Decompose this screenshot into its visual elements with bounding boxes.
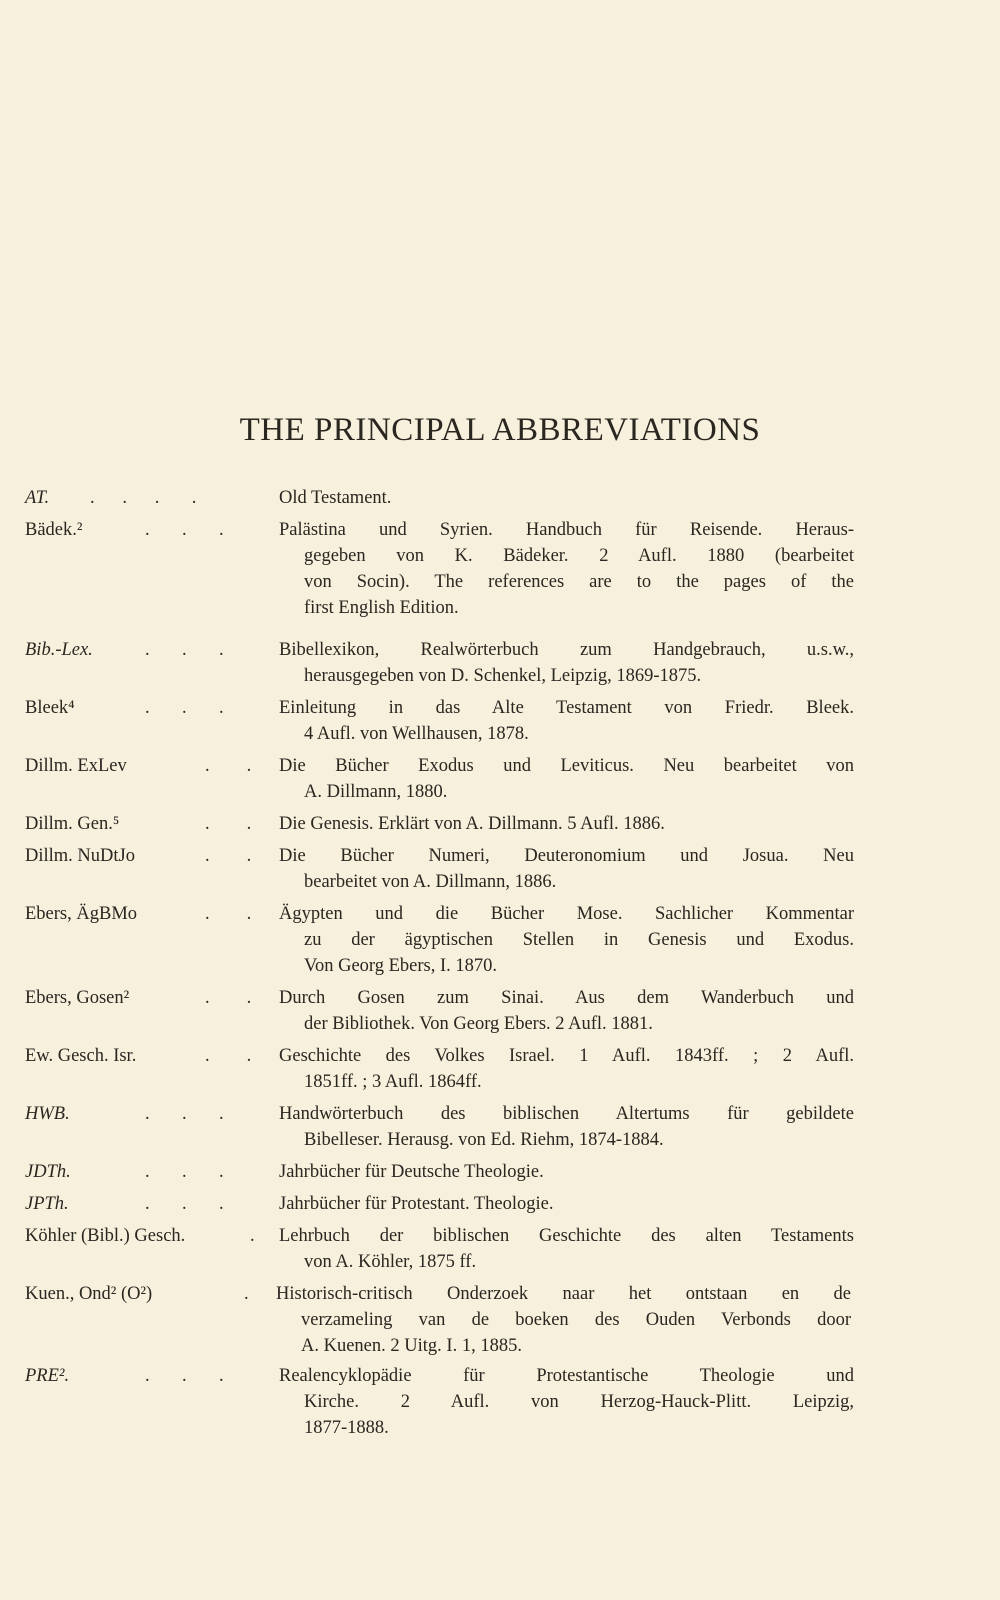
abbreviation-definition: Historisch-critisch Onderzoek naar het ontstaan en de verzameling van de boeken des Ouden Verbonds door A. Kuenen. 2 Uitg. I. 1, 1885. (276, 1284, 851, 1356)
abbreviation-list: AT. . . . . Old Testament. Bädek.² . . . Palästina und Syrien. Handbuch für Reisende. Heraus- gegeben von K. Bädeker. 2 Aufl. 1880 (bearbeitet von Socin). The references are to the pages of the first English Edition. Bib.-Lex. . . . Bibellexikon, Realwörterbuch zum Handgebrauch, u.s.w., herausgegeben von D. Schenkel, Leipzig, 1869-1875. Bleek⁴ . . . Einleitung in das Alte Testament von Friedr. Bleek. 4 Aufl. von Wellhausen, 1878. Dillm. ExLev . . Die Bücher Exodus und Leviticus. Neu bearbeitet von A. Dillmann, 1880. Dillm. Gen.⁵ . . Die Genesis. Erklärt von A. Dillmann. 5 Aufl. 1886. Dillm. NuDtJo . . Die Bücher Numeri, Deuteronomium und Josua. Neu bearbeitet von A. Dillmann, 1886. Ebers, ÄgBMo . . Ägypten und die Bücher Mose. Sachlicher Kommentar zu der ägyptischen Stellen in Genesis und Exodus. Von Georg Ebers, I. 1870. Ebers, Gosen² . . Durch Gosen zum Sinai. Aus dem Wanderbuch und der Bibliothek. Von Georg Ebers. 2 Aufl. 1881. Ew. Gesch. Isr. . . Geschichte des Volkes Israel. 1 Aufl. 1843ff. ; 2 Aufl. 1851ff. ; 3 Aufl. 1864ff. HWB. . . . Handwörterbuch des biblischen Altertums für gebildete Bibelleser. Herausg. von Ed. Riehm, 1874-1884. JDTh. . . . Jahrbücher für Deutsche Theologie. JPTh. . . . Jahrbücher für Protestant. Theologie. Köhler (Bibl.) Gesch. . Lehrbuch der biblischen Geschichte des alten Testaments von A. Köhler, 1875 ff. Kuen., Ond² (O²) . Historisch-critisch Onderzoek naar het ontstaan en de verzameling van de boeken des Ouden Verbonds door A. Kuenen. 2 Uitg. I. 1, 1885. PRE². . . . Realencyklopädie für Protestantische Theologie und Kirche. 2 Aufl. von Herzog-Hauck-Plitt. Leipzig, 1877-1888. (0, 0, 1000, 1600)
abbreviation-term: Köhler (Bibl.) Gesch. (25, 1226, 186, 1246)
abbreviation-term: JPTh. (25, 1194, 69, 1214)
abbreviation-definition: Die Bücher Exodus und Leviticus. Neu bearbeitet von A. Dillmann, 1880. (279, 756, 854, 802)
abbreviation-definition: Bibellexikon, Realwörterbuch zum Handgebrauch, u.s.w., herausgegeben von D. Schenkel, Leipzig, 1869-1875. (279, 640, 854, 686)
abbreviation-term: PRE². (25, 1366, 70, 1386)
abbreviation-term: JDTh. (25, 1162, 71, 1182)
abbreviation-definition: Realencyklopädie für Protestantische Theologie und Kirche. 2 Aufl. von Herzog-Hauck-Plitt. Leipzig, 1877-1888. (279, 1366, 854, 1438)
abbreviation-term: Kuen., Ond² (O²) (25, 1284, 153, 1304)
abbreviation-term: Ew. Gesch. Isr. (25, 1046, 137, 1066)
abbreviation-definition: Ägypten und die Bücher Mose. Sachlicher Kommentar zu der ägyptischen Stellen in Genesis und Exodus. Von Georg Ebers, I. 1870. (279, 904, 854, 976)
abbreviation-term: AT. (25, 488, 50, 508)
abbreviation-definition: Die Genesis. Erklärt von A. Dillmann. 5 Aufl. 1886. (279, 814, 665, 834)
abbreviation-definition: Einleitung in das Alte Testament von Friedr. Bleek. 4 Aufl. von Wellhausen, 1878. (279, 698, 854, 744)
abbreviation-term: Bleek⁴ (25, 698, 75, 718)
abbreviation-definition: Geschichte des Volkes Israel. 1 Aufl. 1843ff. ; 2 Aufl. 1851ff. ; 3 Aufl. 1864ff. (279, 1046, 854, 1092)
abbreviation-term: Ebers, ÄgBMo (25, 904, 138, 924)
abbreviation-term: Bädek.² (25, 520, 83, 540)
abbreviation-term: Bib.-Lex. (25, 640, 93, 660)
abbreviation-definition: Die Bücher Numeri, Deuteronomium und Josua. Neu bearbeitet von A. Dillmann, 1886. (279, 846, 854, 892)
abbreviation-definition: Lehrbuch der biblischen Geschichte des alten Testaments von A. Köhler, 1875 ff. (279, 1226, 854, 1272)
abbreviation-definition: Durch Gosen zum Sinai. Aus dem Wanderbuch und der Bibliothek. Von Georg Ebers. 2 Aufl. 1881. (279, 988, 854, 1034)
abbreviation-definition: Old Testament. (279, 488, 392, 508)
abbreviation-definition: Handwörterbuch des biblischen Altertums für gebildete Bibelleser. Herausg. von Ed. Riehm, 1874-1884. (279, 1104, 854, 1150)
page-title: THE PRINCIPAL ABBREVIATIONS (239, 412, 761, 448)
abbreviation-definition: Jahrbücher für Deutsche Theologie. (279, 1162, 544, 1182)
abbreviation-term: Dillm. NuDtJo (25, 846, 135, 866)
abbreviation-definition: Palästina und Syrien. Handbuch für Reisende. Heraus- gegeben von K. Bädeker. 2 Aufl. 1880 (bearbeitet von Socin). The references are to the pages of the first English Edition. (279, 520, 854, 618)
abbreviation-term: Dillm. ExLev (25, 756, 127, 776)
abbreviation-term: Dillm. Gen.⁵ (25, 814, 120, 834)
abbreviation-definition: Jahrbücher für Protestant. Theologie. (279, 1194, 554, 1214)
abbreviation-term: Ebers, Gosen² (25, 988, 130, 1008)
abbreviation-term: HWB. (25, 1104, 70, 1124)
